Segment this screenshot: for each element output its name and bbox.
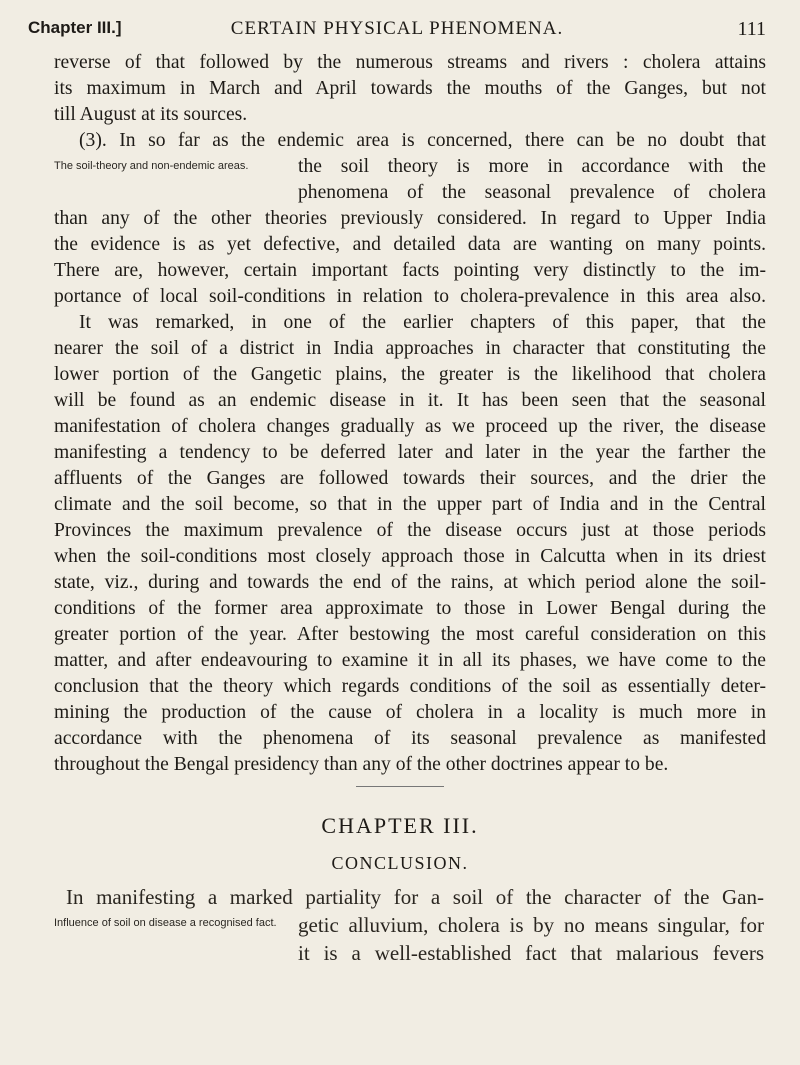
margin-note-soil-theory: The soil-theory and non-endemic areas.: [54, 160, 249, 172]
body-line: nearer the soil of a district in India approaches in character that constituting the: [54, 338, 766, 359]
body-line: accordance with the phenomena of its seasonal prevalence as manifested: [54, 728, 766, 749]
body-line: greater portion of the year. After bestowing the most careful consideration on this: [54, 624, 766, 645]
body-line: climate and the soil become, so that in the upper part of India and in the Central: [54, 494, 766, 515]
body-line: when the soil-conditions most closely approach those in Calcutta when in its driest: [54, 546, 766, 567]
chapter-line: getic alluvium, cholera is by no means singular, for: [298, 913, 764, 937]
section-divider: [356, 786, 444, 787]
page-number: 111: [737, 18, 766, 40]
body-line: manifestation of cholera changes gradually as we proceed up the river, the disease: [54, 416, 766, 437]
body-line: lower portion of the Gangetic plains, the greater is the likelihood that cholera: [54, 364, 766, 385]
chapter-subtitle: CONCLUSION.: [331, 853, 469, 873]
running-title: CERTAIN PHYSICAL PHENOMENA.: [230, 18, 564, 39]
body-line: phenomena of the seasonal prevalence of cholera: [298, 182, 766, 203]
chapter-title: CHAPTER III.: [321, 813, 479, 838]
body-line: affluents of the Ganges are followed towards their sources, and the drier the: [54, 468, 766, 489]
body-line: conclusion that the theory which regards conditions of the soil as essentially deter-: [54, 676, 766, 697]
running-header: [28, 18, 766, 44]
body-line: manifesting a tendency to be deferred later and later in the year the farther the: [54, 442, 766, 463]
body-line: Provinces the maximum prevalence of the disease occurs just at those periods: [54, 520, 766, 541]
body-line: reverse of that followed by the numerous streams and rivers : cholera attains: [54, 52, 766, 73]
chapter-line: In manifesting a marked partiality for a soil of the character of the Gan-: [66, 885, 764, 909]
margin-note-influence: Influence of soil on disease a recognised fact.: [54, 917, 277, 929]
body-line: than any of the other theories previously considered. In regard to Upper India: [54, 208, 766, 229]
body-line: There are, however, certain important facts pointing very distinctly to the im-: [54, 260, 766, 281]
body-line: conditions of the former area approximate to those in Lower Bengal during the: [54, 598, 766, 619]
body-line: state, viz., during and towards the end of the rains, at which period alone the soil-: [54, 572, 766, 593]
body-line: the evidence is as yet defective, and detailed data are wanting on many points.: [54, 234, 766, 255]
body-line: its maximum in March and April towards the mouths of the Ganges, but not: [54, 78, 766, 99]
body-line: (3). In so far as the endemic area is concerned, there can be no doubt that: [79, 130, 766, 151]
body-line: It was remarked, in one of the earlier chapters of this paper, that the: [79, 312, 766, 333]
body-line: matter, and after endeavouring to examine it in all its phases, we have come to the: [54, 650, 766, 671]
chapter-label: Chapter III.]: [28, 18, 122, 37]
body-line: portance of local soil-conditions in relation to cholera-prevalence in this area also.: [54, 286, 766, 307]
body-line: mining the production of the cause of cholera in a locality is much more in: [54, 702, 766, 723]
body-line: till August at its sources.: [54, 104, 248, 125]
chapter-line: it is a well-established fact that malarious fevers: [298, 941, 764, 965]
body-line: the soil theory is more in accordance with the: [298, 156, 766, 177]
body-line: throughout the Bengal presidency than any of the other doctrines appear to be.: [54, 754, 669, 775]
body-line: will be found as an endemic disease in it. It has been seen that the seasonal: [54, 390, 766, 411]
